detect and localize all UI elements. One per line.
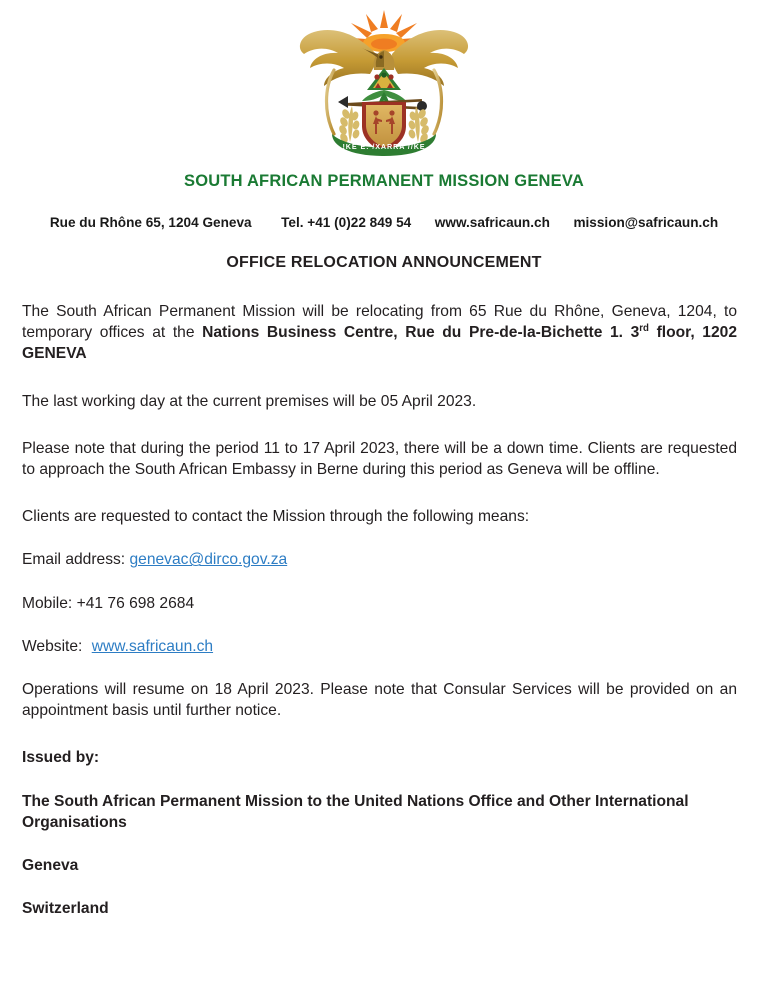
spacer bbox=[22, 876, 737, 898]
new-address-part2: floor, 1202 GENEVA bbox=[22, 324, 737, 363]
website-label: Website: bbox=[22, 637, 87, 655]
page-title: OFFICE RELOCATION ANNOUNCEMENT bbox=[226, 254, 542, 271]
coat-of-arms-container bbox=[0, 0, 768, 158]
new-address-ordinal: rd bbox=[639, 323, 649, 335]
header-telephone: Tel. +41 (0)22 849 54 bbox=[281, 215, 412, 230]
header-contact-line bbox=[0, 215, 768, 230]
website-link[interactable]: www.safricaun.ch bbox=[91, 637, 214, 655]
header-email: mission@safricaun.ch bbox=[573, 215, 719, 230]
relocation-paragraph bbox=[22, 301, 737, 365]
spacer bbox=[22, 614, 737, 636]
mobile-label: Mobile: bbox=[22, 594, 77, 612]
spacer bbox=[22, 721, 737, 747]
header-address: Rue du Rhône 65, 1204 Geneva bbox=[49, 215, 252, 230]
spacer bbox=[22, 480, 737, 506]
last-working-day-paragraph: The last working day at the current premises will be 05 April 2023. bbox=[22, 392, 477, 410]
email-link[interactable]: genevac@dirco.gov.za bbox=[129, 551, 288, 569]
issuer-name: The South African Permanent Mission to the United Nations Office and Other International Organisations bbox=[22, 792, 689, 831]
email-line bbox=[22, 549, 737, 570]
mobile-line bbox=[22, 593, 737, 614]
website-line bbox=[22, 636, 737, 657]
issuer-city: Geneva bbox=[22, 857, 79, 875]
spacer bbox=[22, 657, 737, 679]
new-address-part1: Nations Business Centre, Rue du Pre-de-la-Bichette 1. 3 bbox=[202, 324, 640, 342]
contact-intro-paragraph: Clients are requested to contact the Mission through the following means: bbox=[22, 508, 530, 526]
email-label: Email address: bbox=[22, 551, 130, 569]
relocation-lead-text: The South African Permanent Mission will be relocating from 65 Rue du Rhône, Geneva, 1204, to temporary offices at the bbox=[22, 303, 737, 342]
resume-notice-paragraph: Operations will resume on 18 April 2023. Please note that Consular Services will be provided on an appointment basis until further notice. bbox=[22, 681, 737, 720]
downtime-notice-paragraph: Please note that during the period 11 to 17 April 2023, there will be a down time. Clients are requested to approach the South African Embassy in Berne during this period as Geneva will be offline. bbox=[22, 439, 737, 479]
spacer bbox=[22, 365, 737, 391]
spacer bbox=[22, 833, 737, 855]
spacer bbox=[22, 412, 737, 438]
mobile-value: +41 76 698 2684 bbox=[76, 594, 195, 612]
organisation-title: SOUTH AFRICAN PERMANENT MISSION GENEVA bbox=[184, 172, 584, 190]
issued-by-label: Issued by: bbox=[22, 749, 100, 767]
spacer bbox=[22, 571, 737, 593]
spacer bbox=[22, 769, 737, 791]
header-website: www.safricaun.ch bbox=[434, 215, 550, 230]
spacer bbox=[22, 527, 737, 549]
issuer-country: Switzerland bbox=[22, 900, 109, 918]
south-african-coat-of-arms-icon bbox=[290, 6, 478, 158]
motto-text: !KE E: /XARRA //KE bbox=[342, 142, 426, 151]
document-body bbox=[0, 301, 768, 919]
